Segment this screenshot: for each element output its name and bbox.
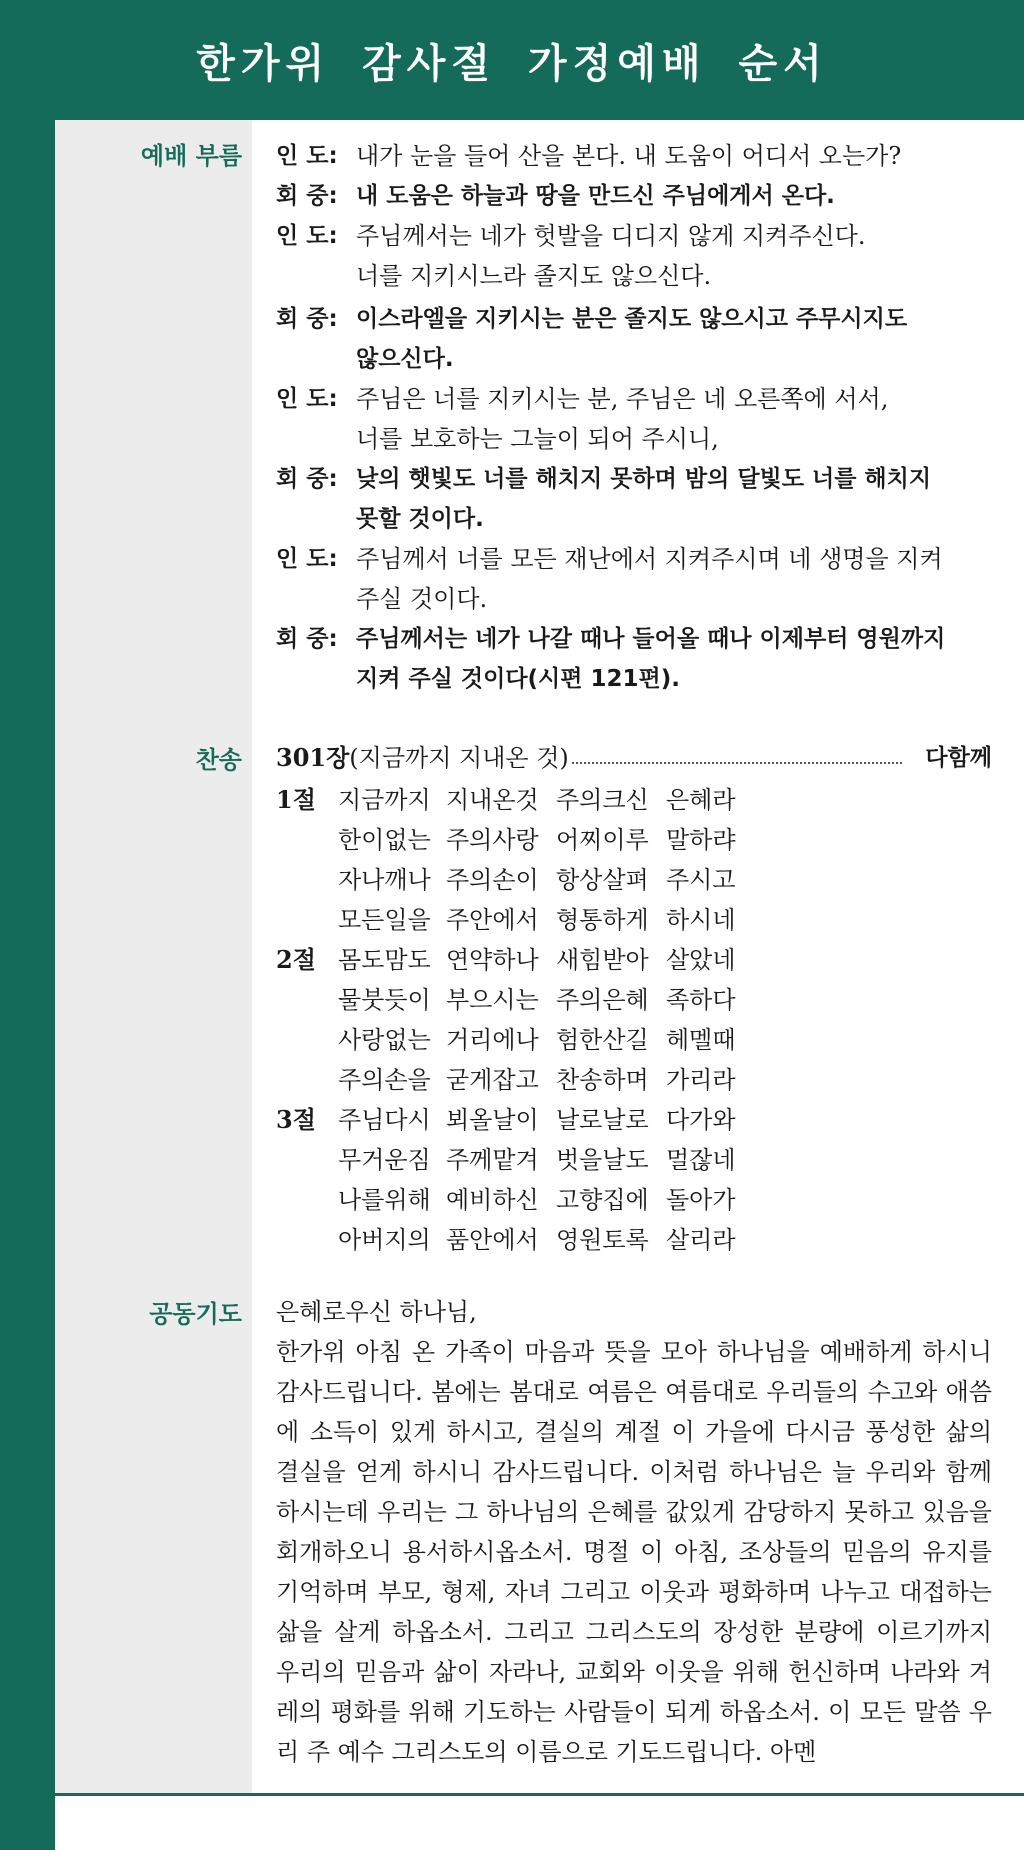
hymn-phrase: 은혜라	[666, 786, 736, 814]
prayer-line: 에 소득이 있게 하시고, 결실의 계절 이 가을에 다시금 풍성한 삶의	[276, 1418, 992, 1446]
hymn-together-label: 다함께	[925, 745, 992, 771]
hymn-line	[276, 940, 776, 980]
speaker-label: 인 도:	[276, 546, 338, 572]
hymn-phrase: 주의손이	[446, 866, 539, 894]
hymn-phrase: 모든일을	[338, 906, 431, 934]
hymn-phrase: 품안에서	[446, 1226, 539, 1254]
speaker-label: 회 중:	[276, 183, 338, 209]
hymn-phrase: 한이없는	[338, 826, 431, 854]
dotted-leader	[572, 762, 902, 764]
call-text: 내가 눈을 들어 산을 본다. 내 도움이 어디서 오는가?	[356, 142, 902, 170]
hymn-phrase: 주께맡겨	[446, 1146, 539, 1174]
hymn-line	[276, 980, 776, 1020]
hymn-phrase: 물붓듯이	[338, 986, 431, 1014]
prayer-line: 결실을 얻게 하시니 감사드립니다. 이처럼 하나님은 늘 우리와 함께	[276, 1458, 992, 1486]
speaker-label: 회 중:	[276, 626, 338, 652]
label-column	[55, 120, 252, 1793]
hymn-line	[276, 1220, 776, 1260]
common-prayer	[276, 1292, 992, 1772]
left-accent-bar	[0, 120, 55, 1850]
hymn-line	[276, 1100, 776, 1140]
call-text: 주님께서는 네가 나갈 때나 들어올 때나 이제부터 영원까지	[356, 626, 946, 652]
hymn-phrase: 새힘받아	[556, 946, 649, 974]
hymn-line	[276, 1020, 776, 1060]
hymn-phrase: 지내온것	[446, 786, 539, 814]
hymn-phrase: 벗을날도	[556, 1146, 649, 1174]
hymn-phrase: 주의사랑	[446, 826, 539, 854]
hymn-phrase: 부으시는	[446, 986, 539, 1014]
call-text: 못할 것이다.	[356, 506, 484, 532]
hymn-phrase: 주의손을	[338, 1066, 431, 1094]
hymn-phrase: 항상살펴	[556, 866, 649, 894]
call-text: 주님께서는 네가 헛발을 디디지 않게 지켜주신다.	[356, 222, 866, 250]
hymn-phrase: 헤멜때	[666, 1026, 736, 1054]
hymn-phrase: 굳게잡고	[446, 1066, 539, 1094]
hymn-phrase: 연약하나	[446, 946, 539, 974]
call-text: 낮의 햇빛도 너를 해치지 못하며 밤의 달빛도 너를 해치지	[356, 466, 932, 492]
page-title: 한가위 감사절 가정예배 순서	[196, 40, 828, 87]
speaker-label: 인 도:	[276, 386, 338, 412]
verse-number: 3절	[276, 1105, 316, 1134]
hymn-phrase: 거리에나	[446, 1026, 539, 1054]
hymn-phrase: 가리라	[666, 1066, 736, 1094]
hymn-phrase: 아버지의	[338, 1226, 431, 1254]
hymn-phrase: 족하다	[666, 986, 736, 1014]
section-label-prayer: 공동기도	[149, 1300, 242, 1328]
prayer-line: 은혜로우신 하나님,	[276, 1298, 477, 1326]
hymn-phrase: 주시고	[666, 866, 736, 894]
hymn-phrase: 예비하신	[446, 1186, 539, 1214]
hymn-line	[276, 1180, 776, 1220]
prayer-line: 기억하며 부모, 형제, 자녀 그리고 이웃과 평화하며 나누고 대접하는	[276, 1578, 992, 1606]
hymn-phrase: 하시네	[666, 906, 736, 934]
prayer-line: 우리의 믿음과 삶이 자라나, 교회와 이웃을 위해 헌신하며 나라와 겨	[276, 1658, 992, 1686]
call-text: 이스라엘을 지키시는 분은 졸지도 않으시고 주무시지도	[356, 306, 908, 332]
prayer-line: 레의 평화를 위해 기도하는 사람들이 되게 하옵소서. 이 모든 말씀 우	[276, 1698, 992, 1726]
hymn-phrase: 살리라	[666, 1226, 736, 1254]
hymn-title: (지금까지 지내온 것)	[349, 744, 569, 772]
hymn-phrase: 날로날로	[556, 1106, 649, 1134]
hymn-phrase: 다가와	[666, 1106, 736, 1134]
hymn-number: 301장	[276, 743, 350, 772]
call-text: 너를 보호하는 그늘이 되어 주시니,	[356, 425, 719, 453]
speaker-label: 인 도:	[276, 223, 338, 249]
hymn-phrase: 어찌이루	[556, 826, 649, 854]
hymn-phrase: 말하랴	[666, 826, 736, 854]
hymn-phrase: 몸도맘도	[338, 946, 431, 974]
call-text: 주실 것이다.	[356, 585, 488, 613]
hymn-phrase: 고향집에	[556, 1186, 649, 1214]
call-text: 주님께서 너를 모든 재난에서 지켜주시며 네 생명을 지켜	[356, 545, 943, 573]
speaker-label: 인 도:	[276, 143, 338, 169]
hymn-phrase: 뵈올날이	[446, 1106, 539, 1134]
prayer-line: 감사드립니다. 봄에는 봄대로 여름은 여름대로 우리들의 수고와 애씀	[276, 1378, 992, 1406]
hymn-line	[276, 820, 776, 860]
speaker-label: 회 중:	[276, 466, 338, 492]
hymn-phrase: 지금까지	[338, 786, 431, 814]
prayer-line: 리 주 예수 그리스도의 이름으로 기도드립니다. 아멘	[276, 1738, 817, 1766]
hymn-line	[276, 780, 776, 820]
prayer-line: 한가위 아침 온 가족이 마음과 뜻을 모아 하나님을 예배하게 하시니	[276, 1338, 992, 1366]
bottom-divider	[55, 1793, 1024, 1796]
hymn-phrase: 찬송하며	[556, 1066, 649, 1094]
hymn-phrase: 사랑없는	[338, 1026, 431, 1054]
hymn-phrase: 살았네	[666, 946, 736, 974]
hymn-phrase: 무거운짐	[338, 1146, 431, 1174]
page-header	[0, 0, 1024, 120]
prayer-line: 하시는데 우리는 그 하나님의 은혜를 값있게 감당하지 못하고 있음을	[276, 1498, 992, 1526]
call-text: 지켜 주실 것이다(시편 121편).	[356, 666, 680, 692]
call-text: 너를 지키시느라 졸지도 않으신다.	[356, 262, 712, 290]
call-text: 않으신다.	[356, 346, 454, 372]
hymn-phrase: 주안에서	[446, 906, 539, 934]
hymn-phrase: 나를위해	[338, 1186, 431, 1214]
hymn-phrase: 형통하게	[556, 906, 649, 934]
section-label-call-to-worship: 예배 부름	[140, 142, 242, 170]
prayer-line: 삶을 살게 하옵소서. 그리고 그리스도의 장성한 분량에 이르기까지	[276, 1618, 992, 1646]
hymn-phrase: 자나깨나	[338, 866, 431, 894]
hymn-phrase: 주의크신	[556, 786, 649, 814]
verse-number: 2절	[276, 945, 316, 974]
hymn-line	[276, 860, 776, 900]
call-text: 주님은 너를 지키시는 분, 주님은 네 오른쪽에 서서,	[356, 385, 889, 413]
prayer-line: 회개하오니 용서하시옵소서. 명절 이 아침, 조상들의 믿음의 유지를	[276, 1538, 992, 1566]
hymn-line	[276, 1060, 776, 1100]
hymn-phrase: 영원토록	[556, 1226, 649, 1254]
speaker-label: 회 중:	[276, 306, 338, 332]
hymn-phrase: 멀잖네	[666, 1146, 736, 1174]
verse-number: 1절	[276, 785, 316, 814]
hymn-phrase: 주님다시	[338, 1106, 431, 1134]
hymn-line	[276, 1140, 776, 1180]
hymn-header	[276, 738, 992, 778]
section-label-hymn: 찬송	[195, 746, 242, 774]
hymn-phrase: 돌아가	[666, 1186, 736, 1214]
hymn-phrase: 주의은혜	[556, 986, 649, 1014]
hymn-phrase: 험한산길	[556, 1026, 649, 1054]
hymn-line	[276, 900, 776, 940]
call-text: 내 도움은 하늘과 땅을 만드신 주님에게서 온다.	[356, 183, 835, 209]
